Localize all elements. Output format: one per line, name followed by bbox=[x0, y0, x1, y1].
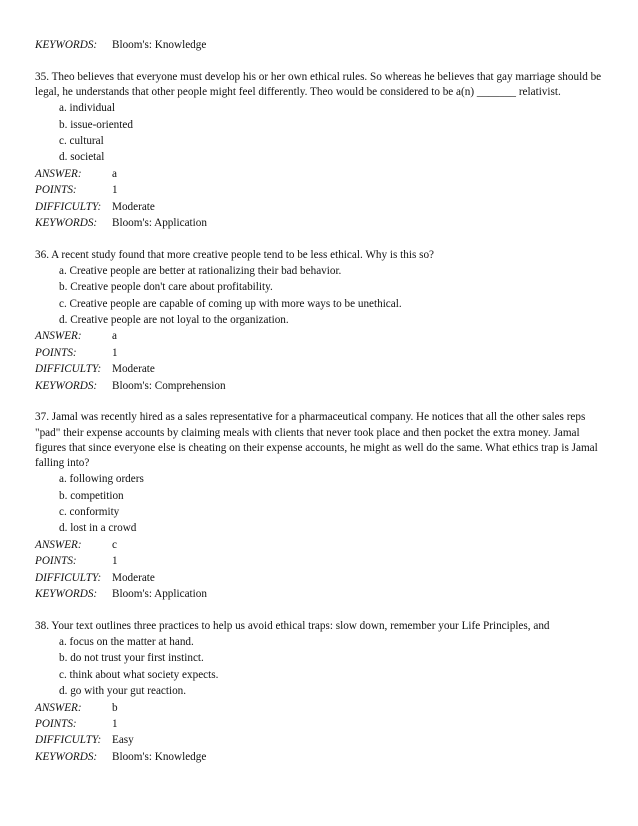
keywords-row bbox=[35, 378, 603, 394]
answer-row bbox=[35, 700, 603, 716]
header-keywords-row bbox=[35, 37, 603, 53]
question-36 bbox=[35, 248, 603, 394]
document-page bbox=[35, 37, 603, 765]
choice-d: d. societal bbox=[59, 151, 105, 164]
difficulty-label: DIFFICULTY: bbox=[35, 363, 102, 376]
points-row bbox=[35, 553, 603, 569]
question-35 bbox=[35, 70, 603, 232]
difficulty-label: DIFFICULTY: bbox=[35, 571, 102, 584]
keywords-label: KEYWORDS: bbox=[35, 379, 98, 392]
difficulty-value: Moderate bbox=[112, 363, 155, 376]
points-label: POINTS: bbox=[35, 184, 77, 197]
keywords-label: KEYWORDS: bbox=[35, 587, 98, 600]
answer-label: ANSWER: bbox=[35, 330, 82, 343]
choice-d: d. lost in a crowd bbox=[59, 522, 137, 535]
question-text: 37. Jamal was recently hired as a sales representative for a pharmaceutical company. He notices that all the other sales reps "pad" their expense accounts by claiming meals with clients that never took place and then pocket the extra money. Jamal figures that since everyone else is cheating on their expense accounts, he might as well do the same. What ethics trap is Jamal falling into? bbox=[35, 411, 598, 470]
choice-c: c. Creative people are capable of coming up with more ways to be unethical. bbox=[59, 297, 402, 310]
choice-a: a. focus on the matter at hand. bbox=[59, 635, 194, 648]
choice-a: a. individual bbox=[59, 102, 115, 115]
choice-b: b. Creative people don't care about profitability. bbox=[59, 281, 273, 294]
choice-c: c. conformity bbox=[59, 506, 120, 519]
points-label: POINTS: bbox=[35, 555, 77, 568]
choice-d: d. go with your gut reaction. bbox=[59, 685, 187, 698]
choice-d: d. Creative people are not loyal to the organization. bbox=[59, 314, 289, 327]
answer-row bbox=[35, 537, 603, 553]
points-value: 1 bbox=[112, 346, 118, 359]
answer-value: b bbox=[112, 701, 118, 714]
difficulty-row bbox=[35, 199, 603, 215]
answer-value: a bbox=[112, 167, 117, 180]
answer-label: ANSWER: bbox=[35, 538, 82, 551]
choice-c: c. think about what society expects. bbox=[59, 668, 219, 681]
points-label: POINTS: bbox=[35, 346, 77, 359]
difficulty-value: Moderate bbox=[112, 571, 155, 584]
keywords-label: KEYWORDS: bbox=[35, 216, 98, 229]
difficulty-label: DIFFICULTY: bbox=[35, 200, 102, 213]
question-38 bbox=[35, 619, 603, 765]
points-label: POINTS: bbox=[35, 717, 77, 730]
answer-row bbox=[35, 328, 603, 344]
header-keywords-value: Bloom's: Knowledge bbox=[112, 39, 207, 51]
keywords-value: Bloom's: Application bbox=[112, 216, 207, 229]
answer-label: ANSWER: bbox=[35, 167, 82, 180]
choice-b: b. competition bbox=[59, 489, 124, 502]
keywords-value: Bloom's: Comprehension bbox=[112, 379, 226, 392]
question-text: 35. Theo believes that everyone must develop his or her own ethical rules. So whereas he believes that gay marriage should be legal, he understands that other people might feel differently. Theo would be considered to be a(n) _______ relativist. bbox=[35, 70, 602, 98]
difficulty-row bbox=[35, 361, 603, 377]
keywords-label: KEYWORDS: bbox=[35, 750, 98, 763]
choice-c: c. cultural bbox=[59, 134, 104, 147]
points-row bbox=[35, 182, 603, 198]
points-value: 1 bbox=[112, 717, 118, 730]
difficulty-row bbox=[35, 570, 603, 586]
keywords-row bbox=[35, 215, 603, 231]
points-value: 1 bbox=[112, 555, 118, 568]
answer-value: a bbox=[112, 330, 117, 343]
question-37 bbox=[35, 410, 603, 602]
keywords-value: Bloom's: Knowledge bbox=[112, 750, 207, 763]
difficulty-value: Easy bbox=[112, 734, 134, 747]
points-row bbox=[35, 345, 603, 361]
difficulty-row bbox=[35, 732, 603, 748]
answer-row bbox=[35, 166, 603, 182]
choice-b: b. issue-oriented bbox=[59, 118, 133, 131]
choice-a: a. Creative people are better at rationalizing their bad behavior. bbox=[59, 264, 342, 277]
choice-a: a. following orders bbox=[59, 473, 144, 486]
question-text: 38. Your text outlines three practices to help us avoid ethical traps: slow down, remember your Life Principles, and bbox=[35, 619, 550, 632]
points-value: 1 bbox=[112, 184, 118, 197]
choice-b: b. do not trust your first instinct. bbox=[59, 652, 204, 665]
answer-label: ANSWER: bbox=[35, 701, 82, 714]
difficulty-value: Moderate bbox=[112, 200, 155, 213]
points-row bbox=[35, 716, 603, 732]
keywords-value: Bloom's: Application bbox=[112, 587, 207, 600]
difficulty-label: DIFFICULTY: bbox=[35, 734, 102, 747]
question-text: 36. A recent study found that more creative people tend to be less ethical. Why is this so? bbox=[35, 248, 435, 261]
header-keywords-label: KEYWORDS: bbox=[35, 39, 98, 51]
answer-value: c bbox=[112, 538, 117, 551]
keywords-row bbox=[35, 586, 603, 602]
keywords-row bbox=[35, 749, 603, 765]
